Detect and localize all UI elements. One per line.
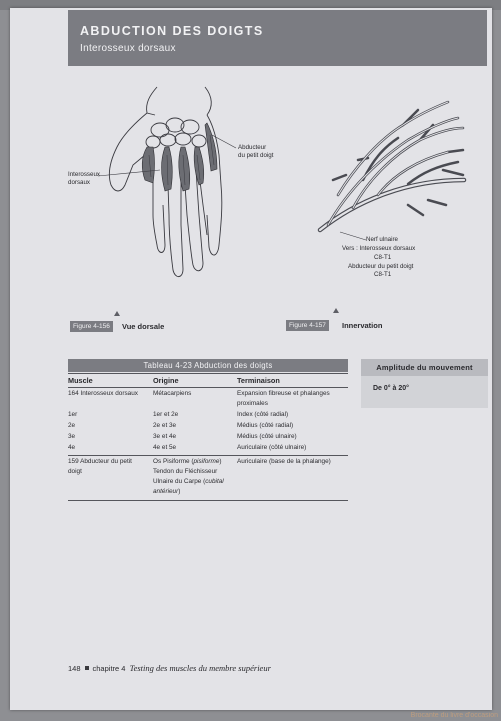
figure-caption-left: Vue dorsale [122, 322, 165, 331]
row6-origine-paren: ) [219, 458, 222, 465]
column-header-muscle: Muscle [68, 376, 93, 385]
row1-origine: Métacarpiens [153, 390, 192, 397]
row5-muscle: 4e [68, 444, 76, 451]
amplitude-header: Amplitude du mouvement [361, 359, 488, 376]
triangle-marker-icon [114, 311, 120, 316]
page-footer [68, 663, 271, 673]
label-interosseux-line2: dorsaux [68, 178, 91, 186]
label-c8-2: C8-T1 [374, 271, 392, 278]
row6-muscle-line2: doigt [68, 468, 82, 475]
column-header-terminaison: Terminaison [237, 376, 280, 385]
row6-origine-text: Ulnaire du Carpe ( [153, 478, 206, 485]
amplitude-box [361, 376, 488, 408]
row6-terminaison: Auriculaire (base de la phalange) [237, 458, 331, 465]
row4-terminaison: Médius (côté ulnaire) [237, 433, 297, 440]
table-rule-mid [68, 455, 348, 456]
triangle-marker-icon [333, 308, 339, 313]
row1-terminaison-line1: Expansion fibreuse et phalanges [237, 390, 330, 397]
row5-origine: 4e et 5e [153, 444, 177, 451]
table-title: Tableau 4-23 Abduction des doigts [68, 359, 348, 372]
row6-origine-line1 [153, 457, 222, 467]
row6-origine-text: Os Pisiforme ( [153, 458, 194, 465]
row2-origine: 1er et 2e [153, 411, 179, 418]
row6-origine-italic: cubital [205, 478, 224, 485]
label-abducteur-line1: Abducteur [238, 144, 267, 151]
row3-terminaison: Médius (côté radial) [237, 422, 294, 429]
label-abducteur-petit: Abducteur du petit doigt [348, 263, 414, 270]
table-rule-header [68, 387, 348, 388]
figure-number-157: Figure 4-157 [286, 320, 329, 331]
row6-origine-line2: Tendon du Fléchisseur [153, 468, 218, 475]
row1-muscle: 164 Interosseux dorsaux [68, 390, 138, 397]
chapter-label: chapitre 4 [92, 664, 126, 673]
amplitude-value: De 0° à 20° [373, 385, 409, 392]
row6-origine-italic: antérieur [153, 488, 179, 495]
section-title: ABDUCTION DES DOIGTS [80, 24, 264, 38]
figure-number-156: Figure 4-156 [70, 321, 113, 332]
label-vers: Vers : Interosseux dorsaux [342, 245, 416, 252]
row3-origine: 2e et 3e [153, 422, 177, 429]
row1-terminaison-line2: proximales [237, 400, 268, 407]
row6-muscle-line1: 159 Abducteur du petit [68, 458, 132, 465]
label-c8-1: C8-T1 [374, 254, 392, 261]
page-number: 148 [68, 664, 81, 673]
figure-caption-right: Innervation [342, 321, 383, 330]
table-rule-bottom [68, 500, 348, 501]
chapter-title: Testing des muscles du membre supérieur [129, 663, 271, 673]
column-header-origine: Origine [153, 376, 179, 385]
table-rule-top [68, 373, 348, 374]
label-nerf: Nerf ulnaire [366, 236, 398, 243]
row4-origine: 3e et 4e [153, 433, 177, 440]
row3-muscle: 2e [68, 422, 76, 429]
square-bullet-icon [85, 666, 89, 670]
row2-muscle: 1er [68, 411, 78, 418]
row6-origine-line3 [153, 477, 224, 487]
label-abducteur-line2: du petit doigt [238, 151, 274, 159]
row6-origine-italic: pisiforme [193, 458, 220, 465]
row5-terminaison: Auriculaire (côté ulnaire) [237, 444, 307, 451]
row2-terminaison: Index (côté radial) [237, 411, 289, 418]
row6-origine-paren: ) [178, 488, 181, 495]
section-subtitle: Interosseux dorsaux [80, 43, 176, 54]
label-interosseux-line1: Interosseux [68, 171, 100, 178]
row4-muscle: 3e [68, 433, 76, 440]
row6-origine-line4 [153, 487, 180, 497]
watermark: Brocante du livre d'occasion [410, 712, 498, 719]
